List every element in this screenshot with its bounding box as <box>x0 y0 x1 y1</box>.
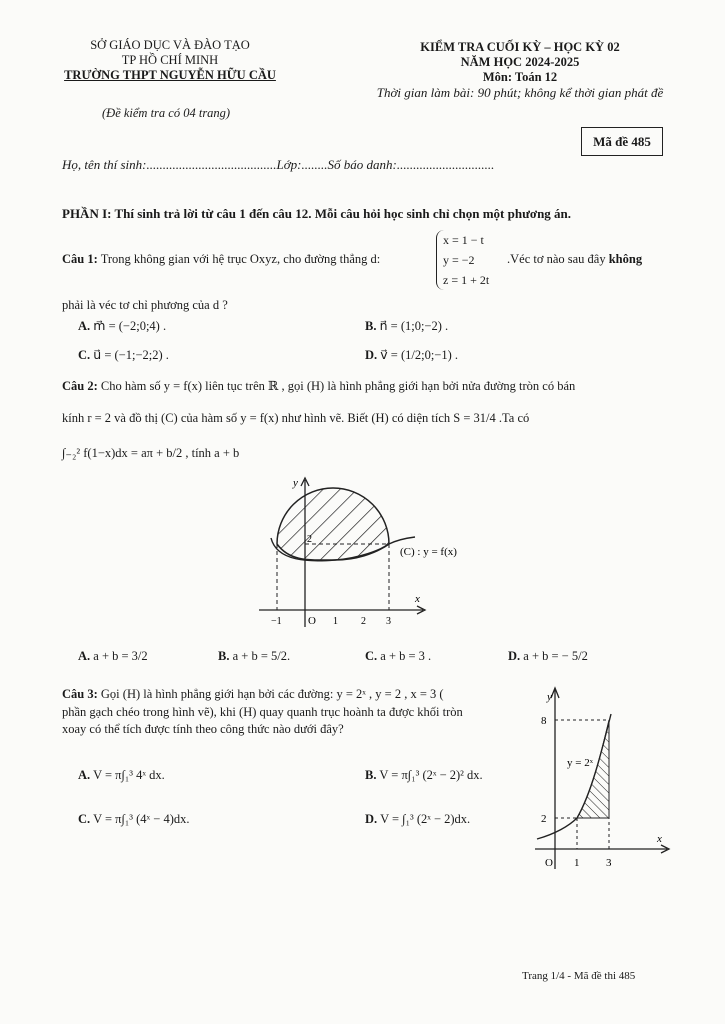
option-label: C. <box>78 348 91 362</box>
option-label: D. <box>508 649 521 663</box>
tick-minus1: −1 <box>271 616 282 627</box>
option-label: B. <box>365 319 377 333</box>
option-label: D. <box>365 812 378 826</box>
question-3 <box>62 686 532 703</box>
option-label: C. <box>365 649 378 663</box>
q2-graph <box>255 472 485 637</box>
department-name: SỞ GIÁO DỤC VÀ ĐÀO TẠO <box>90 38 250 52</box>
curve-label: (C) : y = f(x) <box>400 546 457 558</box>
option-label: A. <box>78 768 91 782</box>
question-label: Câu 3: <box>62 687 98 701</box>
y-label: y <box>547 691 552 703</box>
question-text: Trong không gian với hệ trục Oxyz, cho đường thẳng d: <box>100 252 381 266</box>
x-label: x <box>415 593 420 605</box>
tick-3: 3 <box>386 616 391 627</box>
option-text: m⃗ = (−2;0;4) . <box>93 319 167 333</box>
option-label: D. <box>365 348 378 362</box>
question-2-line3: ∫₋₂² f(1−x)dx = aπ + b/2 , tính a + b <box>62 446 240 460</box>
option-a[interactable] <box>78 318 166 334</box>
equation-z: z = 1 + 2t <box>443 273 490 287</box>
y-tick: 2 <box>307 534 312 545</box>
option-label: B. <box>218 649 230 663</box>
subject: Môn: Toán 12 <box>482 70 558 84</box>
option-a[interactable] <box>78 768 165 783</box>
question-2-line2: kính r = 2 và đồ thị (C) của hàm số y = f(x) như hình vẽ. Biết (H) có diện tích S = 31/4 .Ta có <box>62 411 530 425</box>
option-text: n⃗ = (1;0;−2) . <box>379 319 449 333</box>
option-text: v⃗ = (1/2;0;−1) . <box>380 348 459 362</box>
question-3-line3: xoay có thể tích được tính theo công thức nào dưới đây? <box>62 722 344 736</box>
school-year: NĂM HỌC 2024-2025 <box>460 55 580 69</box>
question-label: Câu 2: <box>62 379 98 393</box>
option-a[interactable] <box>78 649 148 664</box>
page-footer: Trang 1/4 - Mã đề thi 485 <box>522 970 636 982</box>
option-b[interactable] <box>218 649 290 664</box>
option-text: V = π∫₁³ (4ˣ − 4)dx. <box>93 812 190 826</box>
x-tick-1: 1 <box>574 857 580 869</box>
option-text: a + b = − 5/2 <box>523 649 588 663</box>
exam-header <box>320 40 720 100</box>
tick-2: 2 <box>361 616 366 627</box>
option-b[interactable] <box>365 768 483 783</box>
equation-x: x = 1 − t <box>443 233 484 247</box>
question-label: Câu 1: <box>62 252 98 266</box>
school-name: TRƯỜNG THPT NGUYỄN HỮU CẦU <box>64 68 276 82</box>
option-text: V = π∫₁³ 4ˣ dx. <box>93 768 165 782</box>
question-1-cont <box>507 251 642 268</box>
x-tick-3: 3 <box>606 857 612 869</box>
x-label: x <box>657 833 662 845</box>
question-1-end: phải là véc tơ chỉ phương của d ? <box>62 298 228 312</box>
option-text: V = ∫₁³ (2ˣ − 2)dx. <box>380 812 471 826</box>
question-text: Gọi (H) là hình phẳng giới hạn bởi các đường: y = 2ˣ , y = 2 , x = 3 ( <box>100 687 444 701</box>
option-label: B. <box>365 768 377 782</box>
option-d[interactable] <box>508 649 588 664</box>
option-text: a + b = 3 . <box>380 649 432 663</box>
option-label: A. <box>78 649 91 663</box>
q3-graph <box>525 684 675 874</box>
curve-label: y = 2ˣ <box>567 757 593 769</box>
part-heading: PHẦN I: Thí sinh trả lời từ câu 1 đến câu 12. Mỗi câu hỏi học sinh chỉ chọn một phương án. <box>62 206 572 221</box>
option-text: V = π∫₁³ (2ˣ − 2)² dx. <box>379 768 483 782</box>
school-header <box>60 38 280 83</box>
option-text: a + b = 3/2 <box>93 649 148 663</box>
option-label: A. <box>78 319 91 333</box>
time-limit: Thời gian làm bài: 90 phút; không kể thời gian phát đề <box>376 85 664 100</box>
question-2 <box>62 378 575 395</box>
option-c[interactable] <box>78 812 190 827</box>
equation-y: y = −2 <box>443 253 475 267</box>
y-tick-8: 8 <box>541 715 547 727</box>
option-label: C. <box>78 812 91 826</box>
option-text: u⃗ = (−1;−2;2) . <box>93 348 169 362</box>
y-tick-2: 2 <box>541 813 547 825</box>
tick-1: 1 <box>333 616 338 627</box>
question-3-line2: phần gạch chéo trong hình vẽ), khi (H) quay quanh trục hoành ta được khối tròn <box>62 705 463 719</box>
option-text: a + b = 5/2. <box>232 649 291 663</box>
question-text: .Véc tơ nào sau đây <box>507 252 606 266</box>
option-d[interactable] <box>365 812 470 827</box>
exam-title: KIỂM TRA CUỐI KỲ – HỌC KỲ 02 <box>420 40 620 54</box>
option-d[interactable] <box>365 347 458 363</box>
shaded-region <box>277 488 389 560</box>
origin-label: O <box>545 857 553 869</box>
option-c[interactable] <box>78 347 169 363</box>
option-c[interactable] <box>365 649 431 664</box>
city-name: TP HỒ CHÍ MINH <box>121 53 219 67</box>
page-count-note: (Đề kiểm tra có 04 trang) <box>102 106 231 120</box>
question-1 <box>62 251 380 268</box>
y-label: y <box>293 477 298 489</box>
exam-code: Mã đề 485 <box>581 127 663 156</box>
line-system <box>436 230 489 290</box>
origin-label: O <box>308 615 316 627</box>
question-text: Cho hàm số y = f(x) liên tục trên ℝ , gọi (H) là hình phẳng giới hạn bởi nửa đường tròn có bán <box>100 379 576 393</box>
shaded-region <box>577 720 609 818</box>
option-b[interactable] <box>365 318 448 334</box>
student-info-line: Họ, tên thí sinh:........................................Lớp:........Số báo danh:.............................. <box>62 157 495 172</box>
emphasis-text: không <box>608 252 643 266</box>
